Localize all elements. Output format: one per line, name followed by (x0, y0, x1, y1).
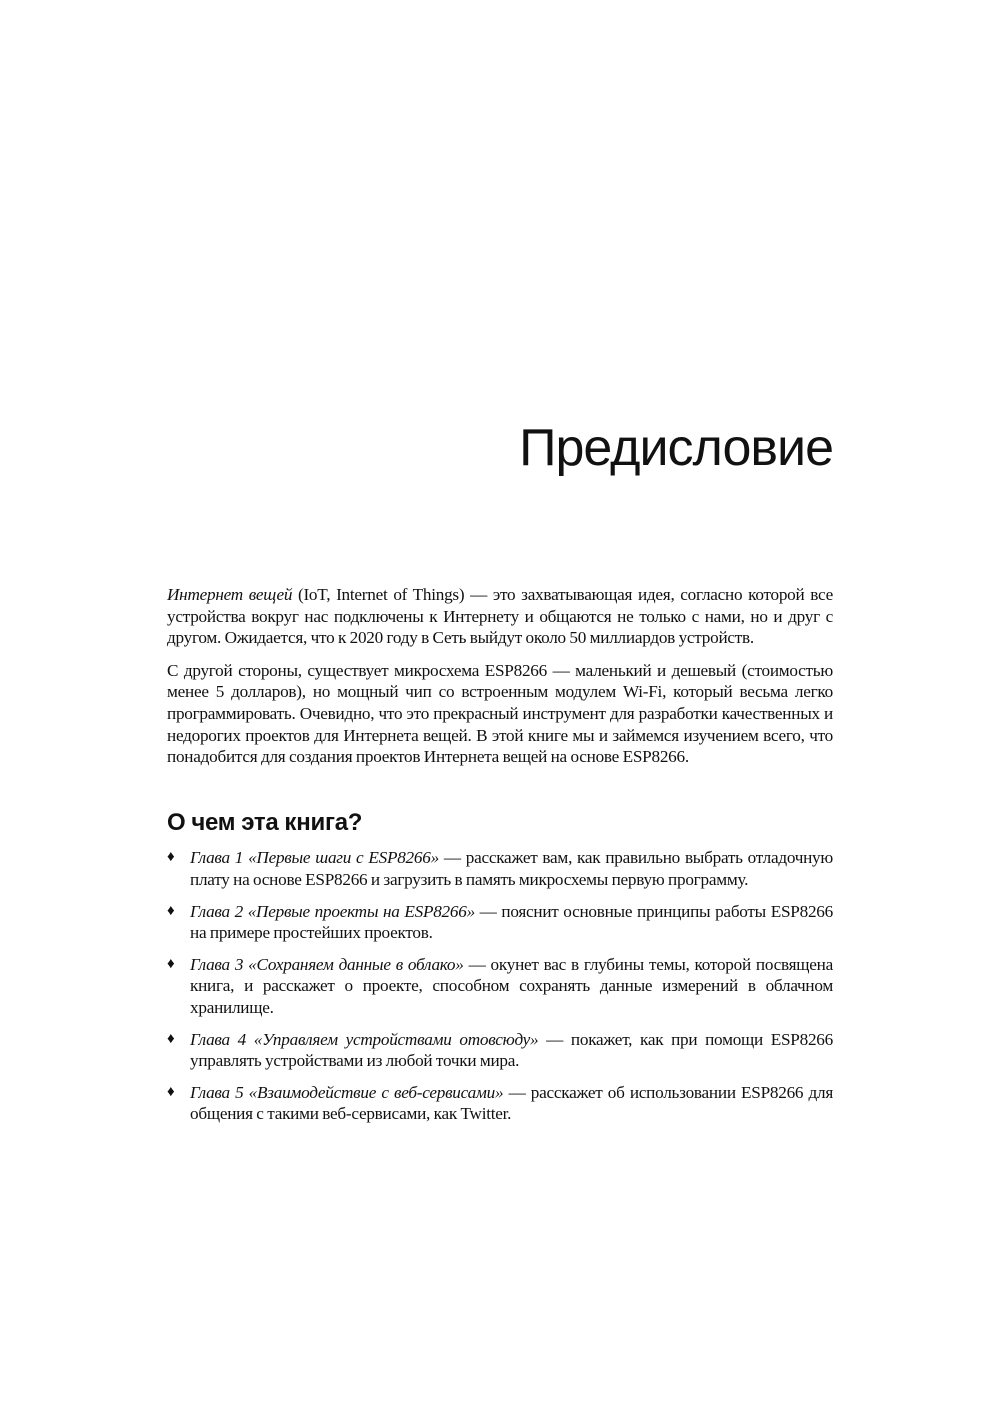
chapter-description: — пояснит основные принципы работы ESP8266 на примере простейших проектов. (190, 901, 833, 943)
chapter-list (167, 847, 833, 1125)
chapter-item (167, 1029, 833, 1072)
chapter-item (167, 1082, 833, 1125)
chapter-title: Глава 1 «Первые шаги с ESP8266» (190, 848, 439, 868)
intro-text: (IoT, Internet of Things) — это захватывающая идея, согласно которой все устройства вокруг нас подключены к Интернету и общаются не только с нами, но и друг с другом. Ожидается, что к 2020 году в Сеть выйдут около 50 миллиардов устройств. (167, 585, 834, 648)
chapter-description: — расскажет об использовании ESP8266 для общения с такими веб-сервисами, как Twitter. (190, 1082, 833, 1124)
page-body (167, 584, 833, 1135)
diamond-bullet-icon: ♦ (167, 955, 175, 972)
chapter-title: Глава 2 «Первые проекты на ESP8266» (190, 901, 475, 921)
chapter-item (167, 954, 833, 1019)
diamond-bullet-icon: ♦ (167, 1083, 175, 1100)
chapter-description: — окунет вас в глубины темы, которой посвящена книга, и расскажет о проекте, способном сохранять данные измерений в облачном хранилище. (190, 954, 833, 1017)
diamond-bullet-icon: ♦ (167, 1030, 175, 1047)
intro-term: Интернет вещей (167, 585, 293, 604)
chapter-title: Глава 4 «Управляем устройствами отовсюду» (190, 1029, 539, 1049)
chapter-item (167, 847, 833, 890)
chapter-description: — расскажет вам, как правильно выбрать отладочную плату на основе ESP8266 и загрузить в память микросхемы первую программу. (190, 848, 833, 889)
chapter-item (167, 901, 833, 944)
chapter-title: Глава 5 «Взаимодействие с веб-сервисами» (190, 1082, 504, 1102)
chapter-title: Глава 3 «Сохраняем данные в облако» (190, 954, 464, 974)
intro-text: С другой стороны, существует микросхема ESP8266 — маленький и дешевый (стоимостью менее 5 долларов), но мощный чип со встроенным модулем Wi-Fi, который весьма легко программировать. Очевидно, что это прекрасный инструмент для разработки качественных и недорогих проектов для Интернета вещей. В этой книге мы и займемся изучением всего, что понадобится для создания проектов Интернета вещей на основе ESP8266. (167, 660, 833, 767)
intro-paragraph (167, 660, 833, 768)
page-title: Предисловие (519, 419, 833, 477)
diamond-bullet-icon: ♦ (167, 902, 175, 919)
chapter-description: — покажет, как при помощи ESP8266 управлять устройствами из любой точки мира. (190, 1029, 833, 1071)
diamond-bullet-icon: ♦ (167, 849, 175, 866)
section-heading: О чем эта книга? (167, 808, 363, 836)
intro-paragraph (167, 584, 833, 649)
